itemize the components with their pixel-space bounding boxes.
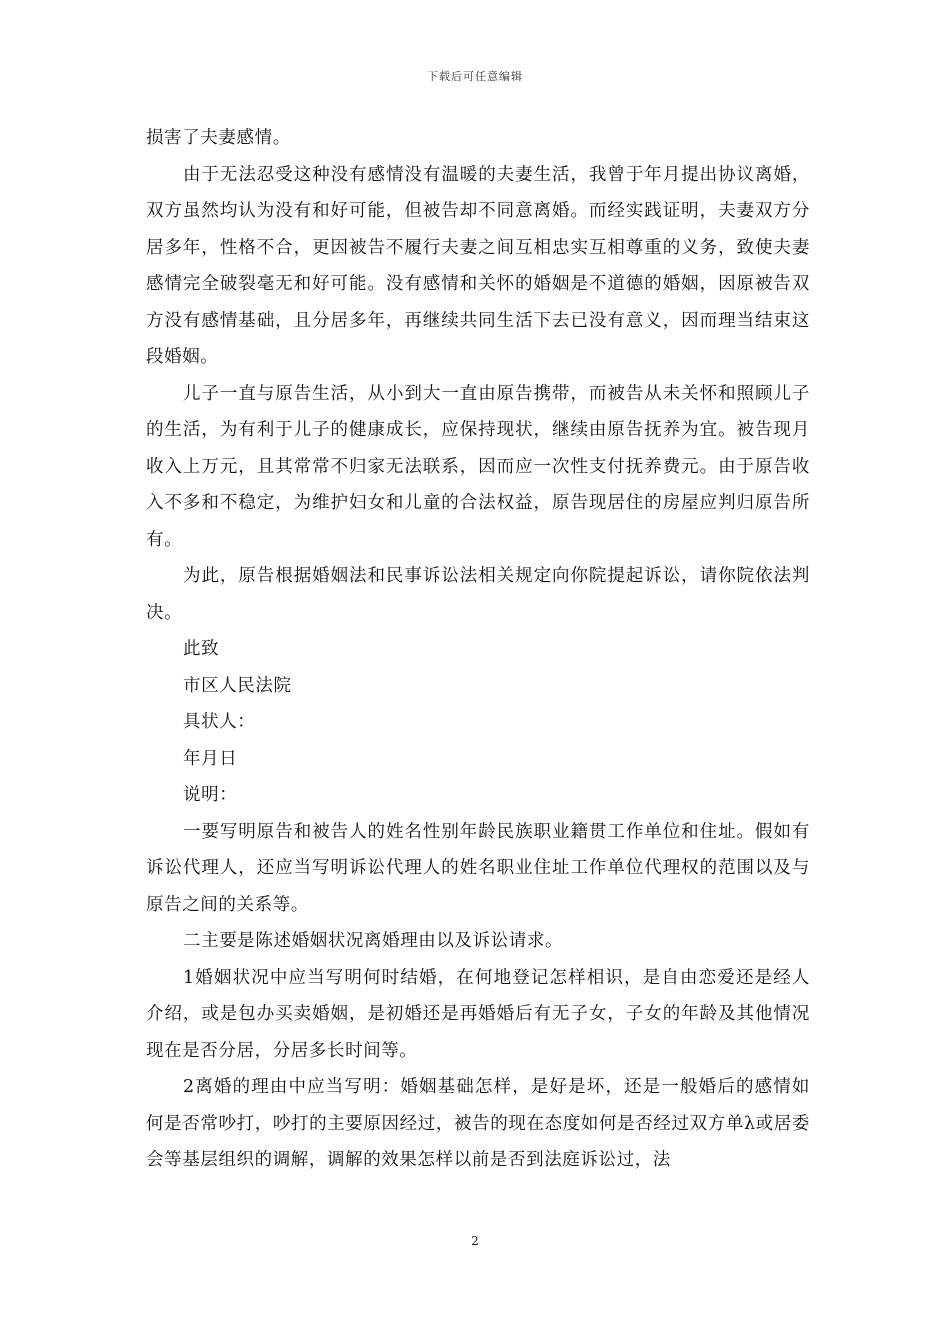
paragraph-custody: 儿子一直与原告生活，从小到大一直由原告携带，而被告从未关怀和照顾儿子的生活，为有利于儿子的健康成长，应保持现状，继续由原告抚养为宜。被告现月收入上万元，且其常常不归家无法联系，因而应一次性支付抚养费元。由于原告收入不多和不稳定，为维护妇女和儿童的合法权益，原告现居住的房屋应判归原告所有。 [146,383,810,550]
note-subitem-2: 2离婚的理由中应当写明：婚姻基础怎样，是好是坏，还是一般婚后的感情如何是否常吵打，吵打的主要原因经过，被告的现在态度如何是否经过双方单λ或居委会等基层组织的调解，调解的效果怎样以前是否到法庭诉讼过，法 [146,1077,810,1170]
signature-label: 具状人： [183,712,256,732]
paragraph-request: 为此，原告根据婚姻法和民事诉讼法相关规定向你院提起诉讼，请你院依法判决。 [146,566,810,623]
page-number: 2 [471,1234,479,1248]
page-header: 下载后可任意编辑 [427,70,523,83]
closing-salutation: 此致 [183,639,220,659]
note-subitem-1: 1婚姻状况中应当写明何时结婚，在何地登记怎样相识，是自由恋爱还是经人介绍，或是包办买卖婚姻，是初婚还是再婚婚后有无子女，子女的年龄及其他情况现在是否分居，分居多长时间等。 [146,967,810,1061]
note-item-1: 一要写明原告和被告人的姓名性别年龄民族职业籍贯工作单位和住址。假如有诉讼代理人，还应当写明诉讼代理人的姓名职业住址工作单位代理权的范围以及与原告之间的关系等。 [146,821,810,915]
note-item-2: 二主要是陈述婚姻状况离婚理由以及诉讼请求。 [183,931,564,951]
document-body [146,120,810,1179]
paragraph-divorce-reason: 由于无法忍受这种没有感情没有温暖的夫妻生活，我曾于年月提出协议离婚，双方虽然均认为没有和好可能，但被告却不同意离婚。而经实践证明，夫妻双方分居多年，性格不合，更因被告不履行夫妻之间互相忠实互相尊重的义务，致使夫妻感情完全破裂毫无和好可能。没有感情和关怀的婚姻是不道德的婚姻，因原被告双方没有感情基础，且分居多年，再继续共同生活下去已没有意义，因而理当结束这段婚姻。 [146,164,810,367]
date-line: 年月日 [183,748,238,769]
paragraph-continuation: 损害了夫妻感情。 [146,128,291,148]
notes-heading: 说明： [183,785,238,805]
court-name: 市区人民法院 [183,675,292,696]
